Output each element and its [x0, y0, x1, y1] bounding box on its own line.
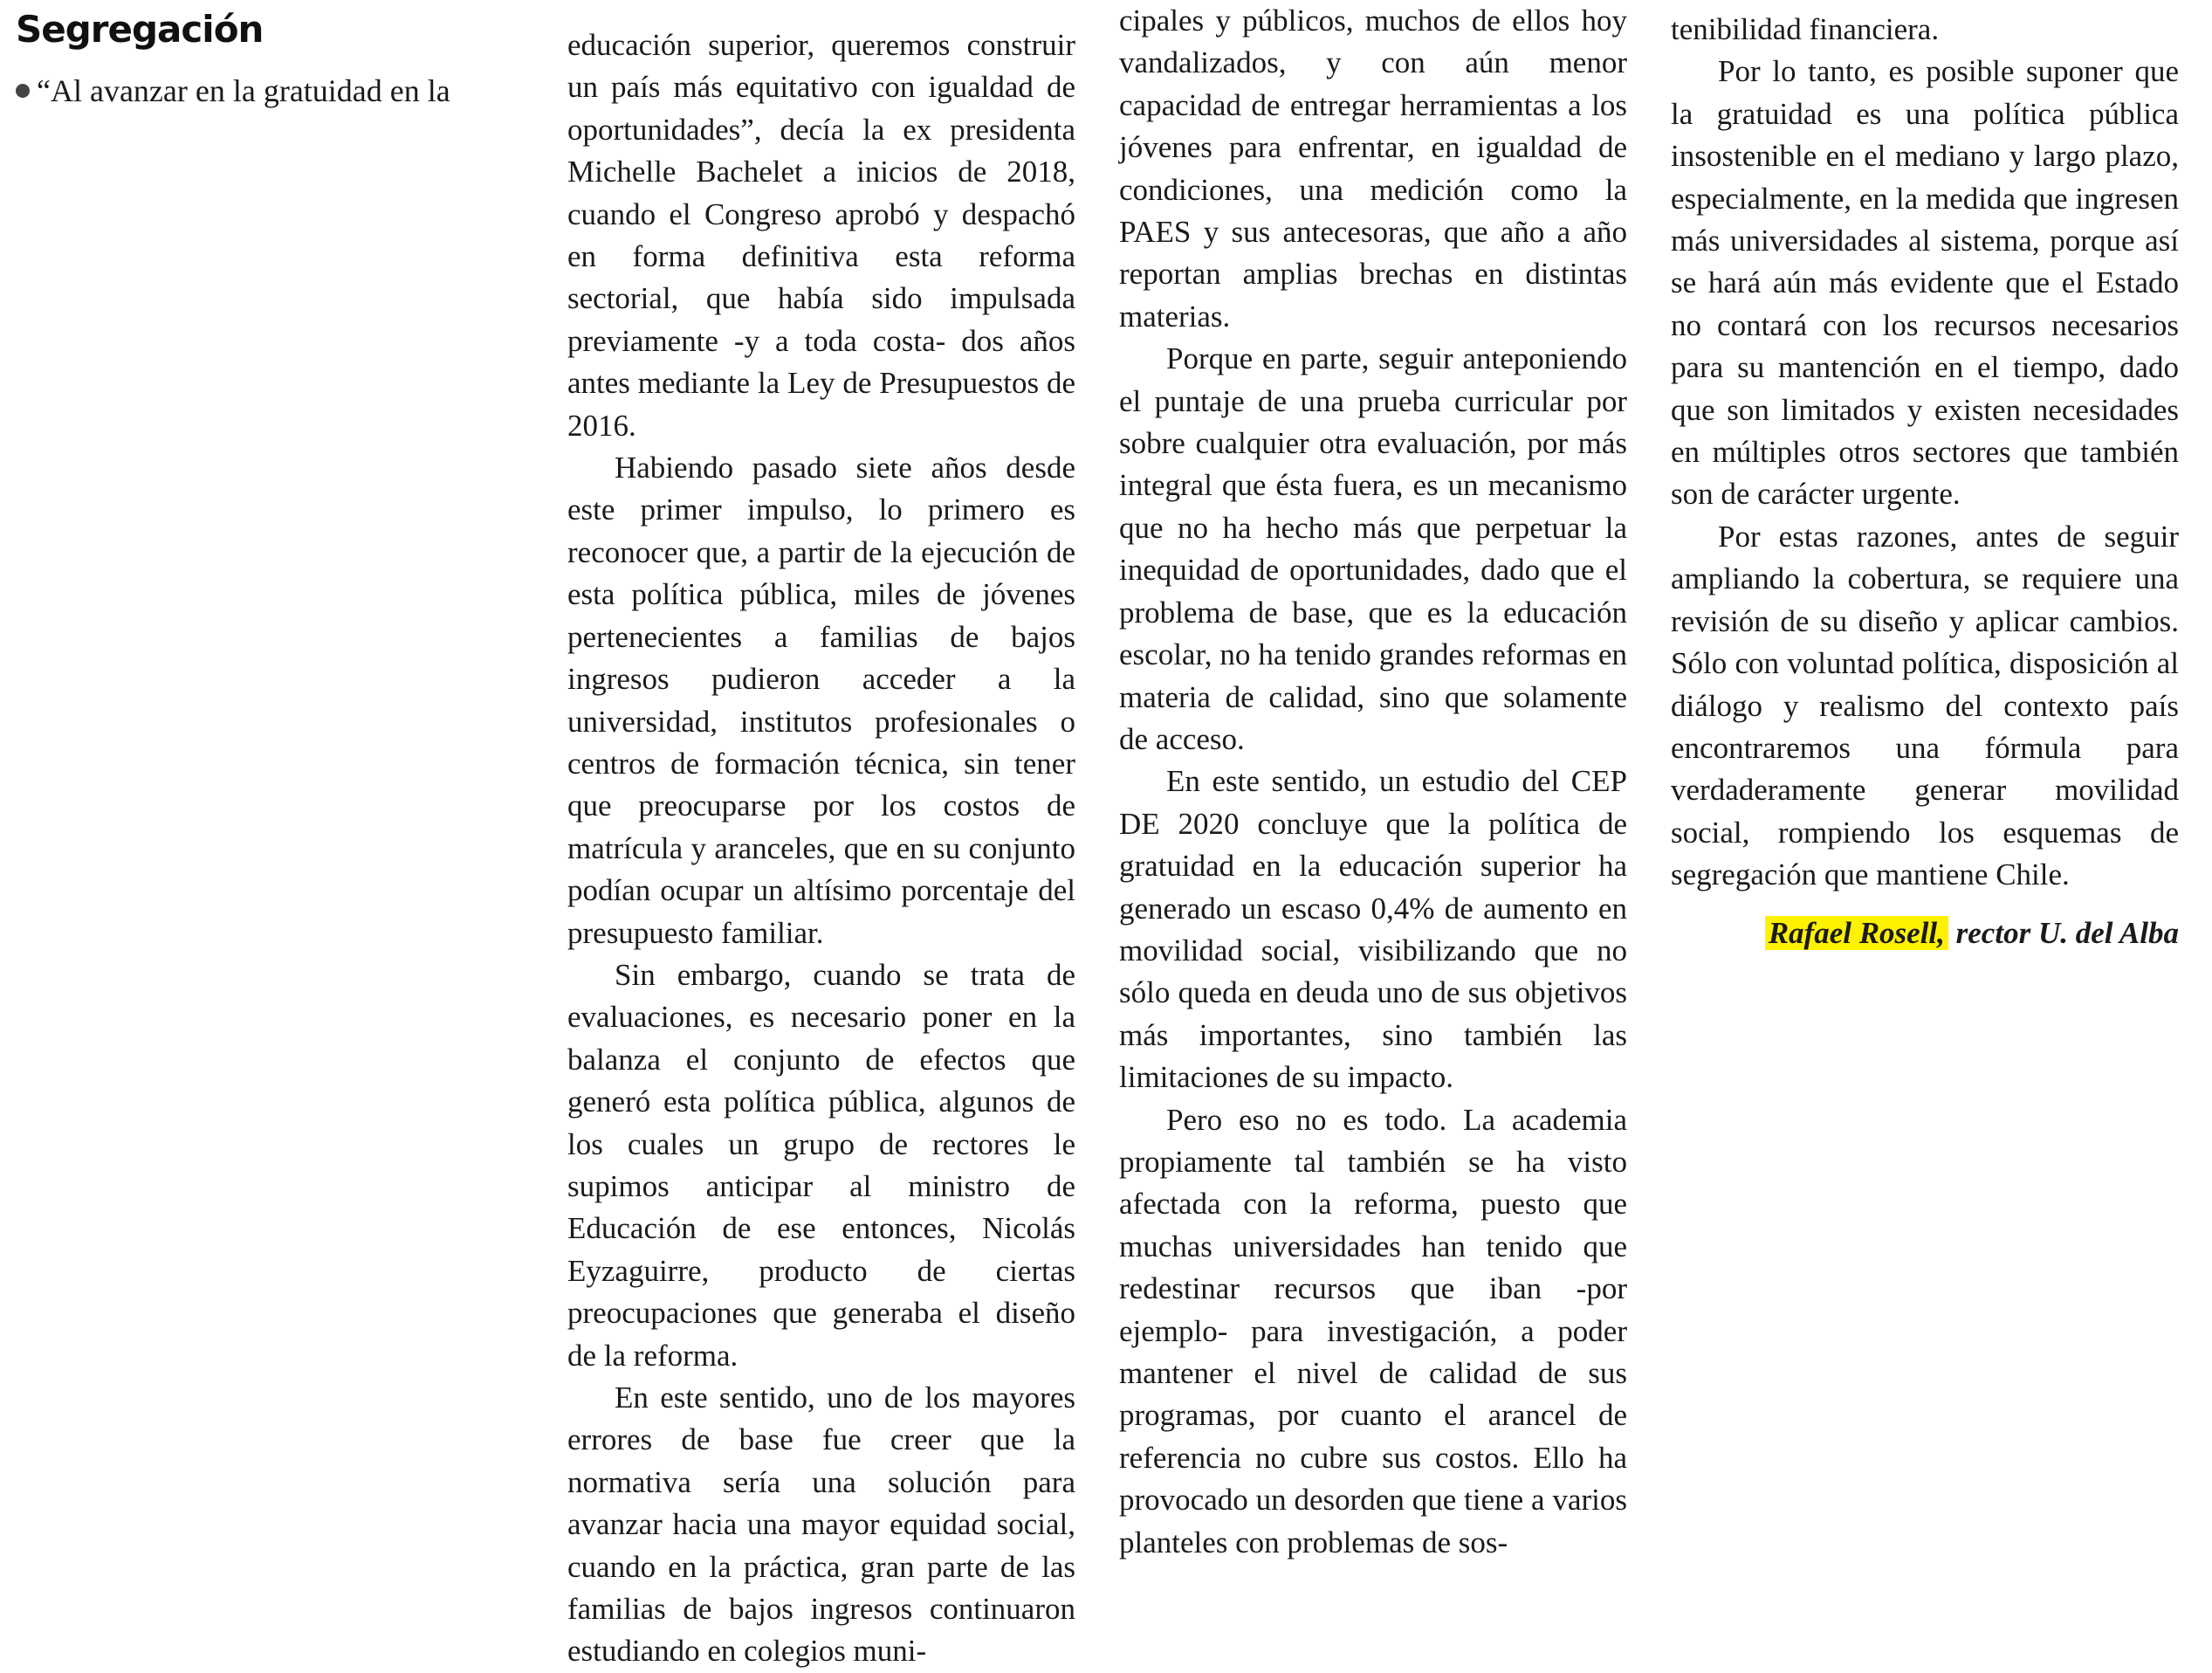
paragraph: Porque en parte, seguir anteponiendo el puntaje de una prueba curricular por sobre cualquier otra evaluación, por más integral que ésta fuera, es un mecanismo que no ha hecho más que perpetuar la inequidad de oportunidades, dado que el problema de base, que es la educación escolar, no ha tenido grandes reformas en materia de calidad, sino que solamente de acceso.	[1119, 341, 1627, 756]
author-name-highlight: Rafael Rosell,	[1765, 916, 1948, 950]
bullet-icon	[16, 84, 30, 98]
column-2	[1119, 0, 1627, 1564]
author-role: rector U. del Alba	[1948, 915, 2179, 950]
paragraph: educación superior, queremos construir un país más equitativo con igualdad de oportunidades”, decía la ex presidenta Michelle Bachelet a inicios de 2018, cuando el Congreso aprobó y despachó en forma definitiva esta reforma sectorial, que había sido impulsada previamente -y a toda costa- dos años antes mediante la Ley de Presupuestos de 2016.	[567, 28, 1075, 443]
author-signature	[1671, 912, 2179, 954]
article-lede	[16, 70, 531, 112]
paragraph: Pero eso no es todo. La academia propiamente tal también se ha visto afectada con la reforma, puesto que muchas universidades han tenido que redestinar recursos que iban -por ejemplo- para investigación, a poder mantener el nivel de calidad de sus programas, por cuanto el arancel de referencia no cubre sus costos. Ello ha provocado un desorden que tiene a varios planteles con problemas de sos-	[1119, 1102, 1627, 1559]
paragraph: Habiendo pasado siete años desde este primer impulso, lo primero es reconocer que, a partir de la ejecución de esta política pública, miles de jóvenes pertenecientes a familias de bajos ingresos pudieron acceder a la universidad, institutos profesionales o centros de formación técnica, sin tener que preocuparse por los costos de matrícula y aranceles, que en su conjunto podían ocupar un altísimo porcentaje del presupuesto familiar.	[567, 451, 1075, 950]
paragraph: cipales y públicos, muchos de ellos hoy vandalizados, y con aún menor capacidad de entregar herramientas a los jóvenes para enfrentar, en igualdad de condiciones, una medición como la PAES y sus antecesoras, que año a año reportan amplias brechas en distintas materias.	[1119, 3, 1627, 334]
column-3	[1671, 9, 2179, 954]
paragraph: Por estas razones, antes de seguir ampliando la cobertura, se requiere una revisión de su diseño y aplicar cambios. Sólo con voluntad política, disposición al diálogo y realismo del contexto país encontraremos una fórmula para verdaderamente generar movilidad social, rompiendo los esquemas de segregación que mantiene Chile.	[1671, 519, 2179, 892]
paragraph: Sin embargo, cuando se trata de evaluaciones, es necesario poner en la balanza el conjunto de efectos que generó esta política pública, algunos de los cuales un grupo de rectores le supimos anticipar al ministro de Educación de ese entonces, Nicolás Eyzaguirre, producto de ciertas preocupaciones que generaba el diseño de la reforma.	[567, 957, 1075, 1373]
paragraph: En este sentido, uno de los mayores errores de base fue creer que la normativa sería una solución para avanzar hacia una mayor equidad social, cuando en la práctica, gran parte de las familias de bajos ingresos continuaron estudiando en colegios muni-	[567, 1380, 1075, 1669]
paragraph: tenibilidad financiera.	[1671, 12, 1940, 46]
lede-text: “Al avanzar en la gratuidad en la	[37, 73, 450, 108]
article-headline: Segregación	[16, 8, 264, 51]
column-1	[567, 24, 1075, 1673]
paragraph: En este sentido, un estudio del CEP DE 2020 concluye que la política de gratuidad en la educación superior ha generado un escaso 0,4% de aumento en movilidad social, visibilizando que no sólo queda en deuda uno de sus objetivos más importantes, sino también las limitaciones de su impacto.	[1119, 764, 1627, 1095]
paragraph: Por lo tanto, es posible suponer que la gratuidad es una política pública insostenible en el mediano y largo plazo, especialmente, en la medida que ingresen más universidades al sistema, porque así se hará aún más evidente que el Estado no contará con los recursos necesarios para su mantención en el tiempo, dado que son limitados y existen necesidades en múltiples otros sectores que también son de carácter urgente.	[1671, 54, 2179, 512]
